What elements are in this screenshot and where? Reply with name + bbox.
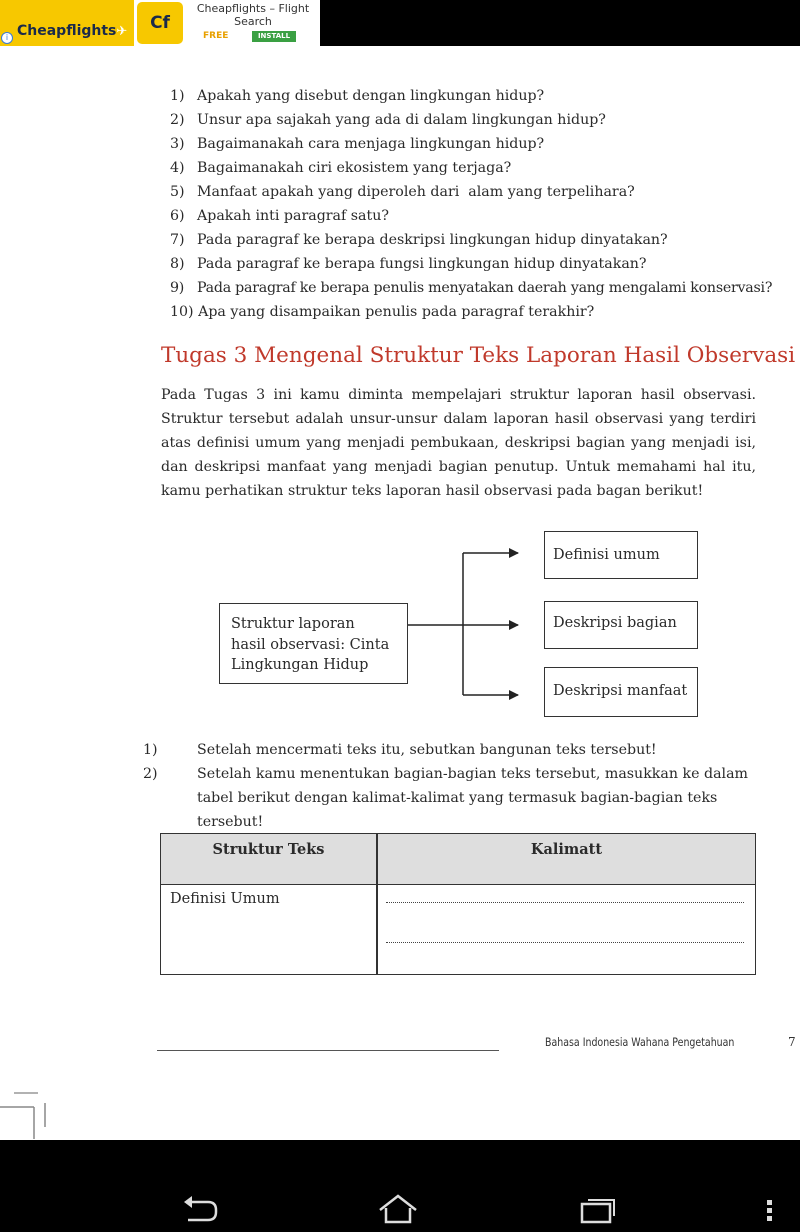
item-text: Unsur apa sajakah yang ada di dalam lingkungan hidup? — [197, 112, 606, 128]
item-number: 2) — [170, 112, 185, 128]
footer-book-title: Bahasa Indonesia Wahana Pengetahuan — [545, 1035, 735, 1049]
page-number: 7 — [788, 1035, 796, 1049]
structure-table — [160, 833, 756, 975]
plane-icon: ✈ — [116, 24, 128, 39]
ad-brand-label: Cheapflights — [17, 23, 117, 39]
item-text: Pada paragraf ke berapa deskripsi lingkungan hidup dinyatakan? — [197, 232, 668, 248]
item-number: 8) — [170, 256, 185, 272]
item-text: Apakah yang disebut dengan lingkungan hidup? — [197, 88, 545, 104]
fill-in-line — [386, 902, 744, 903]
main-box-line: Lingkungan Hidup — [231, 657, 369, 673]
back-icon[interactable] — [178, 1190, 222, 1230]
fill-in-line — [386, 942, 744, 943]
list-item — [143, 762, 760, 834]
item-number: 7) — [170, 232, 185, 248]
item-text: Bagaimanakah cara menjaga lingkungan hidup? — [197, 136, 545, 152]
item-number: 2) — [143, 766, 158, 782]
ad-info-icon[interactable]: i — [1, 32, 13, 44]
ad-install-button[interactable]: INSTALL — [252, 31, 296, 42]
tasks-list — [143, 738, 760, 834]
diagram-main-box — [219, 603, 408, 684]
item-number: 10) — [170, 304, 194, 320]
home-icon[interactable] — [376, 1190, 420, 1230]
item-text: Apakah inti paragraf satu? — [197, 208, 389, 224]
ad-app-logo[interactable]: Cf — [137, 2, 183, 44]
section-paragraph: Pada Tugas 3 ini kamu diminta mempelajari struktur laporan hasil observasi. Struktur tersebut adalah unsur-unsur dalam laporan hasil observasi yang terdiri atas definisi umum yang menjadi pembukaan, deskripsi bagian yang menjadi isi, dan deskripsi manfaat yang menjadi bagian penutup. Untuk memahami hal itu, kamu perhatikan struktur teks laporan hasil observasi pada bagan berikut! — [161, 387, 756, 499]
table-header-cell: Struktur Teks — [212, 841, 325, 858]
diagram-branch-box: Deskripsi bagian — [544, 601, 698, 649]
page-edge-mark — [0, 1085, 60, 1140]
main-box-line: Struktur laporan — [231, 616, 355, 632]
item-number: 1) — [143, 742, 158, 758]
item-text: Setelah mencermati teks itu, sebutkan bangunan teks tersebut! — [197, 742, 657, 758]
item-number: 1) — [170, 88, 185, 104]
item-number: 3) — [170, 136, 185, 152]
section-title: Tugas 3 Mengenal Struktur Teks Laporan Hasil Observasi — [161, 343, 796, 368]
item-number: 9) — [170, 280, 185, 296]
diagram-branch-box: Deskripsi manfaat — [544, 667, 698, 717]
item-number: 6) — [170, 208, 185, 224]
item-number: 4) — [170, 160, 185, 176]
table-header-cell: Kalimatt — [530, 841, 603, 858]
recent-apps-icon[interactable] — [576, 1190, 620, 1230]
footer-rule — [157, 1050, 499, 1051]
main-box-line: hasil observasi: Cinta — [231, 636, 390, 653]
list-item — [143, 738, 760, 762]
menu-icon[interactable] — [760, 1190, 780, 1230]
ad-title[interactable]: Cheapflights – Flight Search — [196, 2, 310, 28]
ad-price: FREE — [203, 31, 229, 41]
item-text: Pada paragraf ke berapa fungsi lingkungan hidup dinyatakan? — [197, 256, 647, 272]
item-text: Apa yang disampaikan penulis pada paragraf terakhir? — [198, 304, 595, 320]
item-text: Pada paragraf ke berapa penulis menyatakan daerah yang mengalami konservasi? — [197, 280, 773, 296]
diagram-branch-box: Definisi umum — [544, 531, 698, 579]
table-cell: Definisi Umum — [170, 891, 280, 907]
item-text: Bagaimanakah ciri ekosistem yang terjaga? — [197, 160, 512, 176]
item-text: Setelah kamu menentukan bagian-bagian teks tersebut, masukkan ke dalam tabel berikut dengan kalimat-kalimat yang termasuk bagian-bagian teks tersebut! — [197, 766, 748, 830]
item-text: Manfaat apakah yang diperoleh dari alam yang terpelihara? — [197, 184, 635, 200]
item-number: 5) — [170, 184, 185, 200]
